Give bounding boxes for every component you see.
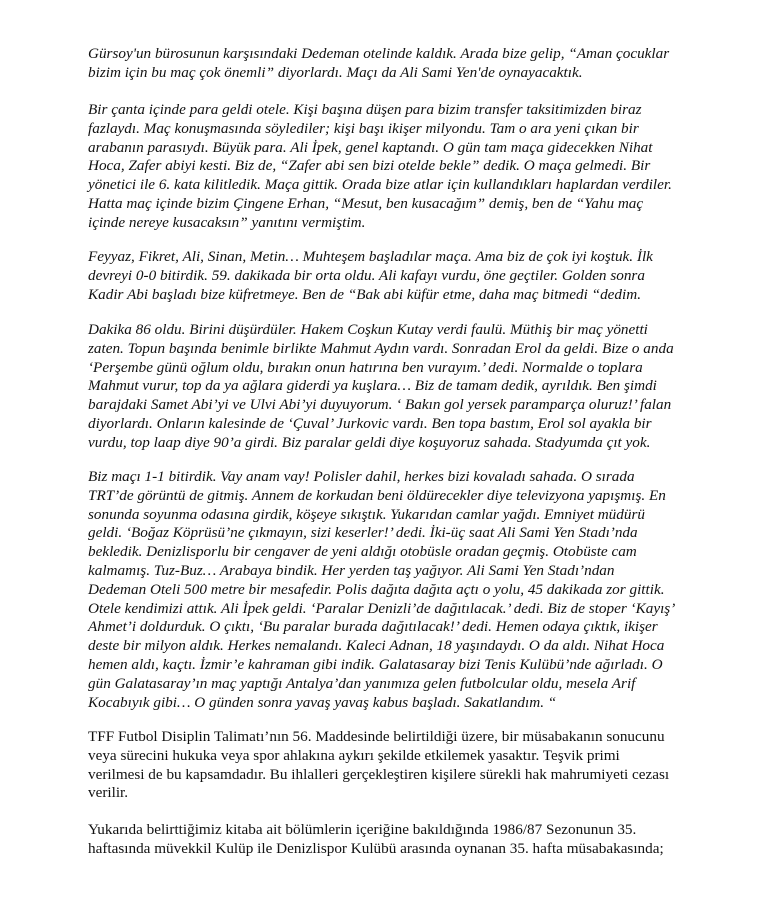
text-line: gün Galatasaray’ın maç yaptığı Antalya’dan yanımıza gelen futbolcular oldu, mesela Arif — [88, 674, 636, 692]
text-line: veya sürecini hukuka veya spor ahlakına aykırı şekilde etkilemek yasaktır. Teşvik primi — [88, 746, 620, 764]
text-line: içinde nereye kusacaksın” yanıtını vermiştim. — [88, 213, 366, 231]
text-line: Otele kendimizi attık. Ali İpek geldi. ‘Paralar Denizli’de dağıtılacak.’ dedi. Biz de stoper ‘Kayış’ — [88, 599, 676, 617]
text-line: devreyi 0-0 bitirdik. 59. dakikada bir orta oldu. Ali kafayı vurdu, öne geçtiler. Golden sonra — [88, 266, 645, 284]
text-line: Hatta maç içinde bizim Çingene Erhan, “Mesut, ben kusacağım” demiş, ben de “Yahu maç — [88, 194, 644, 212]
text-line: kalmamış. Tuz-Buz… Arabaya bindik. Her yerden taş yağıyor. Ali Sami Yen Stadı’ndan — [88, 561, 615, 579]
text-line: Kadir Abi başladı bize küfretmeye. Ben de “Bak abi küfür etme, daha maç bitmedi “dedim. — [88, 285, 641, 303]
text-line: fazlaydı. Maç konuşmasında söylediler; kişi başı ikişer milyondu. Tam o ara yeni çıkan bir — [88, 119, 639, 137]
text-line: haftasında müvekkil Kulüp ile Denizlispor Kulübü arasında oynanan 35. hafta müsabakasında; — [88, 839, 664, 857]
text-line: Biz maçı 1-1 bitirdik. Vay anam vay! Polisler dahil, herkes bizi kovaladı sahada. O sırada — [88, 468, 635, 485]
text-line: verilir. — [88, 784, 129, 802]
text-line: geldi. ‘Boğaz Köprüsü’ne çıkmayın, sizi keserler!’ dedi. İki-üç saat Ali Sami Yen Stadı’nda — [88, 524, 638, 542]
text-line: Dedeman Oteli 500 metre bir mesafedir. Polis dağıta dağıta açtı o yolu, 45 dakikada zor gittik. — [88, 580, 665, 598]
paragraph-2 — [88, 101, 748, 233]
text-line: TRT’de görüntü de gitmiş. Annem de korkudan beni öldürecekler diye televizyona yapışmış. En — [88, 486, 666, 504]
text-line: deste bir milyon aldık. Herkes nemalandı. Kaleci Adnan, 18 yaşındaydı. O da aldı. Nihat Hoca — [88, 637, 665, 655]
paragraph-4 — [88, 321, 748, 453]
text-line: Kocabıyık gibi… O günden sonra yavaş yavaş kabus başladı. Sakatlandım. “ — [88, 693, 557, 711]
text-line: Yukarıda belirttiğimiz kitaba ait bölümlerin içeriğine bakıldığında 1986/87 Sezonunun 35. — [88, 821, 637, 838]
paragraph-5 — [88, 468, 748, 712]
text-line: Gürsoy'un bürosunun karşısındaki Dedeman otelinde kaldık. Arada bize gelip, “Aman çocuklar — [88, 45, 670, 62]
text-line: yönetici ile 6. kata kilitledik. Maça gittik. Orada bize atlar için kullandıkları haplardan verdiler. — [88, 176, 672, 194]
text-line: sonunda soyunma odasına girdik, köşeye sıkıştık. Yukarıdan camlar yağdı. Emniyet müdürü — [88, 505, 645, 523]
text-line: zaten. Topun başında benimle birlikte Mahmut Aydın vardı. Sonradan Erol da geldi. Bize o anda — [88, 339, 674, 357]
text-line: hemen aldı, kaçtı. İzmir’e kahraman gibi indik. Galatasaray bizi Tenis Kulübü’nde ağırladı. O — [88, 655, 663, 673]
text-line: bizim için bu maç çok önemli” diyorlardı. Maçı da Ali Sami Yen'de oynayacaktık. — [88, 63, 583, 81]
text-line: arabanın parasıydı. Büyük para. Ali İpek, genel kaptandı. O gün tam maça gidecekken Nihat — [88, 138, 653, 156]
text-line: Bir çanta içinde para geldi otele. Kişi başına düşen para bizim transfer taksitimizden biraz — [88, 101, 642, 118]
text-line: vurdu, top laap diye 90’a girdi. Biz paralar geldi diye koşuyoruz sahada. Stadyumda çıt yok. — [88, 433, 651, 451]
text-line: Dakika 86 oldu. Birini düşürdüler. Hakem Coşkun Kutay verdi faulü. Müthiş bir maç yönetti — [88, 321, 648, 338]
text-line: diyorlardı. Onların kalesinde de ‘Çuval’ Jurkovic vardı. Ben topa bastım, Erol sol ayakla bir — [88, 414, 652, 432]
text-line: Ahmet’i doldurduk. O çıktı, ‘Bu paralar burada dağıtılacak!’ dedi. Hemen odaya çıktık, ikişer — [88, 618, 658, 636]
text-line: barajdaki Samet Abi’yi ve Ulvi Abi’yi duyuyorum. ‘ Bakın gol yersek paramparça oluruz!’ falan — [88, 396, 672, 414]
paragraph-6 — [88, 728, 748, 803]
text-line: TFF Futbol Disiplin Talimatı’nın 56. Maddesinde belirtildiği üzere, bir müsabakanın sonucunu — [88, 728, 665, 745]
text-line: Feyyaz, Fikret, Ali, Sinan, Metin… Muhteşem başladılar maça. Ama biz de çok iyi koştuk. İlk — [88, 248, 653, 265]
paragraph-3 — [88, 248, 748, 304]
text-line: ‘Perşembe günü oğlum oldu, bırakın onun hatırına ben vurayım.’ dedi. Normalde o toplara — [88, 358, 643, 376]
text-line: verilmesi de bu kapsamdadır. Bu ihlalleri gerçekleştiren kişilere sürekli hak mahrumiyeti cezası — [88, 765, 670, 783]
text-line: Hoca, Zafer abiyi kesti. Biz de, “Zafer abi sen bizi otelde bekle” dedik. O maça gelmedi. Bir — [88, 157, 651, 175]
text-line: Mahmut vurur, top da ya ağlara giderdi ya kuşlara… Biz de tamam dedik, ayrıldık. Ben şimdi — [88, 377, 657, 395]
text-line: bekledik. Denizlisporlu bir cengaver de yeni aldığı otobüsle oradan geçmiş. Otobüste cam — [88, 543, 637, 561]
paragraph-7 — [88, 821, 748, 859]
paragraph-1 — [88, 45, 748, 83]
